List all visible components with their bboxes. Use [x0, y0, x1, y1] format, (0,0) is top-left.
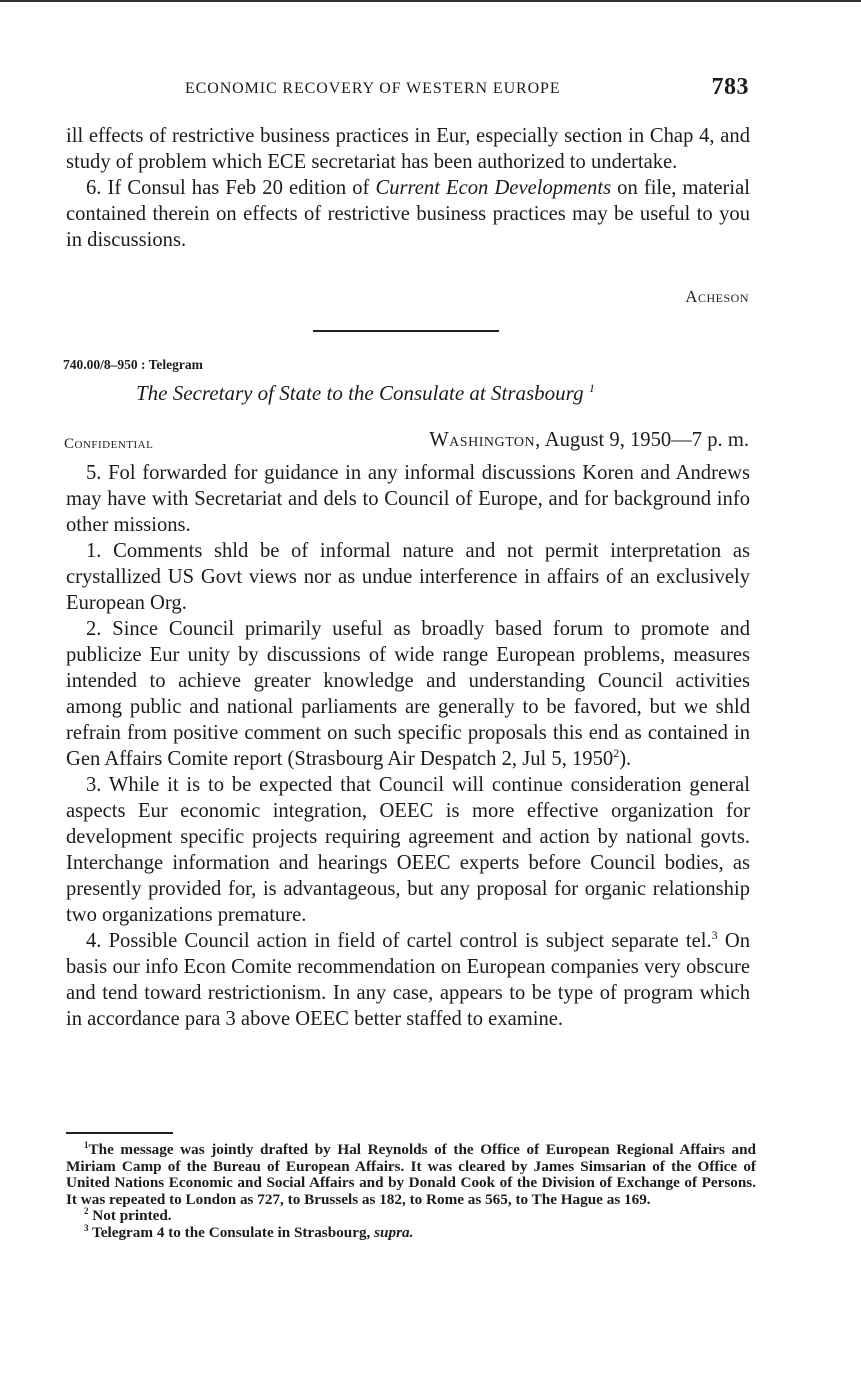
footnote-marker: 2 — [613, 746, 620, 761]
paragraph-6: 6. If Consul has Feb 20 edition of Current Econ Developments on file, material contained therein on effects of restrictive business practices may be useful to you in discussions. — [66, 177, 750, 251]
footnote-2: $^2$ Not printed. — [84, 1206, 172, 1225]
footnote-3: $^3$ Telegram 4 to the Consulate in Strasbourg, supra. — [84, 1222, 414, 1241]
footnote-marker: 1 — [588, 381, 595, 395]
file-reference: 740.00/8–950 : Telegram — [63, 357, 203, 372]
paragraph-2: 2. Since Council primarily useful as broadly based forum to promote and publicize Eur unity by discussions of wide range European problems, measures intended to achieve greater knowledge and understanding Council activities among public and national parliaments are generally to be favored, but we shld refrain from positive comment on such specific proposals this end as contained in Gen Affairs Comite report (Strasbourg Air Despatch 2, Jul 5, 1950$^2$). — [66, 618, 750, 770]
document-title: The Secretary of State to the Consulate at Strasbourg $^1$ — [136, 381, 595, 405]
continuation-text — [66, 123, 750, 253]
telegram-body — [66, 460, 750, 1032]
dateline: Washington, August 9, 1950—7 p. m. — [429, 429, 749, 451]
paragraph-3: 3. While it is to be expected that Council will continue consideration general aspects Eur economic integration, OEEC is more effective organization for development specific projects requiring agreement and action by national govts. Interchange information and hearings OEEC experts before Council bodies, as presently provided for, is advantageous, but any proposal for organic relationship two organizations premature. — [66, 774, 750, 926]
paragraph-intro: 5. Fol forwarded for guidance in any informal discussions Koren and Andrews may have with Secretariat and dels to Council of Europe, and for background info other missions. — [66, 462, 750, 536]
footnote-marker: 3 — [711, 928, 718, 943]
paragraph-1: 1. Comments shld be of informal nature and not permit interpretation as crystallized US Govt views nor as undue interference in affairs of an exclusively European Org. — [66, 540, 750, 614]
footnote-1: $^1$The message was jointly drafted by Hal Reynolds of the Office of European Regional Affairs and Miriam Camp of the Bureau of European Affairs. It was cleared by James Simsarian of the Office of United Nations Economic and Social Affairs and by Donald Cook of the Division of Exchange of Persons. It was repeated to London as 727, to Brussels as 182, to Rome as 565, to The Hague as 169. — [66, 1139, 756, 1208]
footnote-divider — [66, 1132, 173, 1134]
publication-title: Current Econ Developments — [375, 177, 612, 199]
top-border — [0, 0, 861, 2]
classification: Confidential — [64, 436, 154, 452]
page-number: 783 — [711, 74, 749, 100]
running-head: ECONOMIC RECOVERY OF WESTERN EUROPE — [185, 80, 561, 97]
section-divider — [313, 330, 499, 332]
paragraph-4: 4. Possible Council action in field of cartel control is subject separate tel.$^3$ On basis our info Econ Comite recommendation on European companies very obscure and tend toward restrictionism. In any case, appears to be type of program which in accordance para 3 above OEEC better staffed to examine. — [66, 928, 750, 1030]
signature: Acheson — [685, 287, 749, 306]
footnotes — [66, 1139, 756, 1242]
continuation-paragraph: ill effects of restrictive business practices in Eur, especially section in Chap 4, and study of problem which ECE secretariat has been authorized to undertake. — [66, 125, 750, 173]
